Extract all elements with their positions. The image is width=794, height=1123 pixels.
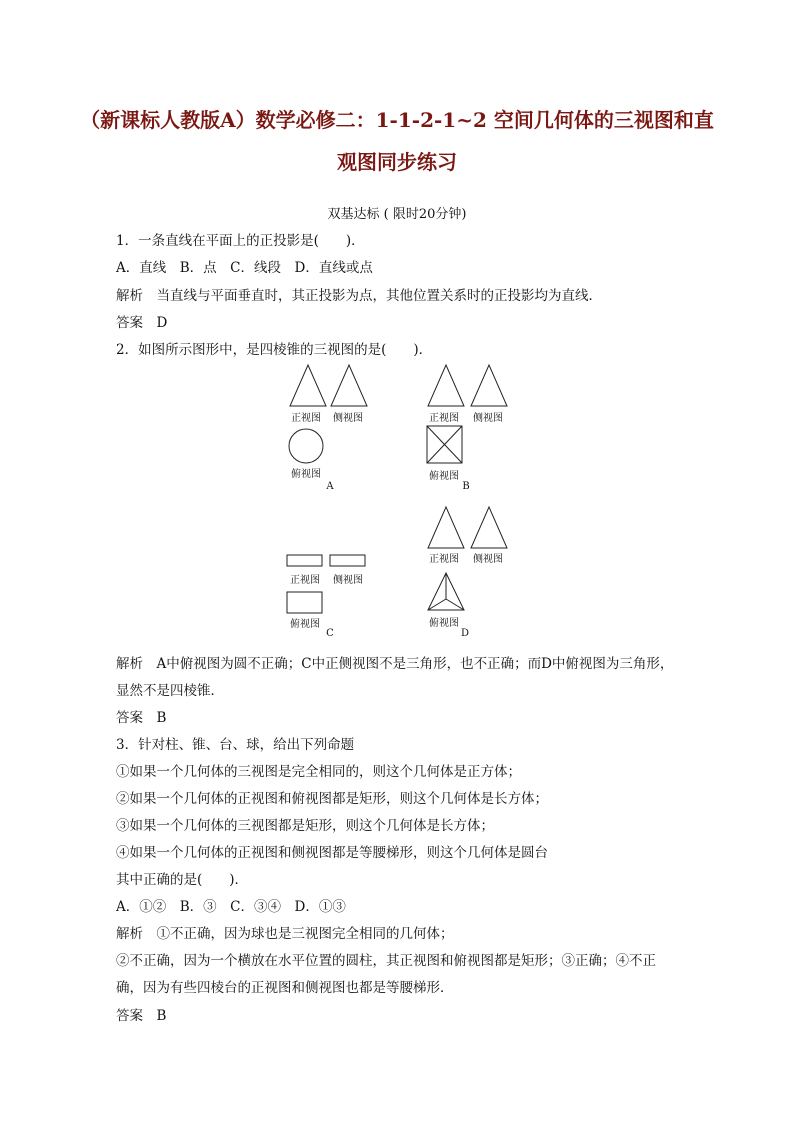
figure-c-side-rectangle [329, 554, 367, 568]
figure-c-top-label: 俯视图 [290, 619, 320, 630]
figure-a-front-label: 正视图 [291, 413, 321, 424]
q3-proposition-4: ④如果一个几何体的正视图和侧视图都是等腰梯形，则这个几何体是圆台 [116, 845, 548, 861]
q3-proposition-3: ③如果一个几何体的三视图都是矩形，则这个几何体是长方体； [116, 818, 494, 834]
q3-question: 其中正确的是( )． [116, 872, 249, 888]
q1-stem: 1．一条直线在平面上的正投影是( )． [116, 233, 365, 249]
figure-b-letter: B [462, 481, 470, 492]
q3-proposition-1: ①如果一个几何体的三视图是完全相同的，则这个几何体是正方体； [116, 764, 521, 780]
q2-stem: 2．如图所示图形中，是四棱锥的三视图的是( )． [116, 342, 433, 358]
figure-b-front-triangle [426, 364, 466, 408]
document-title-line-2: 观图同步练习 [337, 150, 457, 174]
figure-a-side-triangle [329, 364, 369, 408]
q2-answer: 答案 B [116, 710, 167, 726]
q1-options: A．直线 B．点 C．线段 D．直线或点 [116, 260, 373, 276]
q3-answer: 答案 B [116, 1008, 167, 1024]
q3-proposition-2: ②如果一个几何体的正视图和俯视图都是矩形，则这个几何体是长方体； [116, 791, 548, 807]
figure-b-side-label: 侧视图 [473, 413, 503, 424]
q1-analysis: 解析 当直线与平面垂直时，其正投影为点，其他位置关系时的正投影均为直线． [116, 288, 602, 304]
q3-analysis-line-1: 解析 ①不正确，因为球也是三视图完全相同的几何体； [116, 926, 454, 942]
figure-b-top-square [426, 425, 464, 465]
figure-d-letter: D [460, 628, 470, 639]
section-subtitle: 双基达标 ( 限时20分钟) [327, 207, 467, 222]
figure-c-side-label: 侧视图 [333, 575, 363, 586]
figure-c-top-rectangle [286, 591, 324, 615]
figure-c-front-label: 正视图 [290, 575, 320, 586]
q3-analysis-line-3: 确，因为有些四棱台的正视图和侧视图也都是等腰梯形． [116, 980, 454, 996]
figure-d-top-triangle [426, 572, 466, 612]
q3-stem: 3．针对柱、锥、台、球，给出下列命题 [116, 737, 355, 753]
figure-b-top-label: 俯视图 [429, 471, 459, 482]
figure-a-top-label: 俯视图 [291, 469, 321, 480]
q3-analysis-line-2: ②不正确，因为一个横放在水平位置的圆柱，其正视图和俯视图都是矩形；③正确；④不正 [116, 953, 656, 969]
figure-a-front-triangle [288, 364, 328, 408]
figure-d-side-triangle [469, 506, 509, 550]
figure-d-front-label: 正视图 [429, 554, 459, 565]
figure-b-front-label: 正视图 [429, 413, 459, 424]
figure-c-front-rectangle [286, 554, 324, 568]
q3-options: A．①② B．③ C．③④ D．①③ [116, 899, 346, 915]
q2-analysis-line-1: 解析 A中俯视图为圆不正确；C中正侧视图不是三角形，也不正确；而D中俯视图为三角形， [116, 656, 674, 672]
figure-c-letter: C [326, 628, 334, 639]
q2-analysis-line-2: 显然不是四棱锥． [116, 683, 224, 699]
figure-b-side-triangle [469, 364, 509, 408]
document-title-line-1: （新课标人教版A）数学必修二：1-1-2-1~2 空间几何体的三视图和直 [80, 108, 714, 132]
q1-answer: 答案 D [116, 315, 168, 331]
figure-a-top-circle [287, 427, 327, 467]
figure-d-side-label: 侧视图 [473, 554, 503, 565]
figure-a-side-label: 侧视图 [333, 413, 363, 424]
figure-d-top-label: 俯视图 [429, 618, 459, 629]
figure-d-front-triangle [426, 506, 466, 550]
figure-a-letter: A [326, 481, 334, 492]
